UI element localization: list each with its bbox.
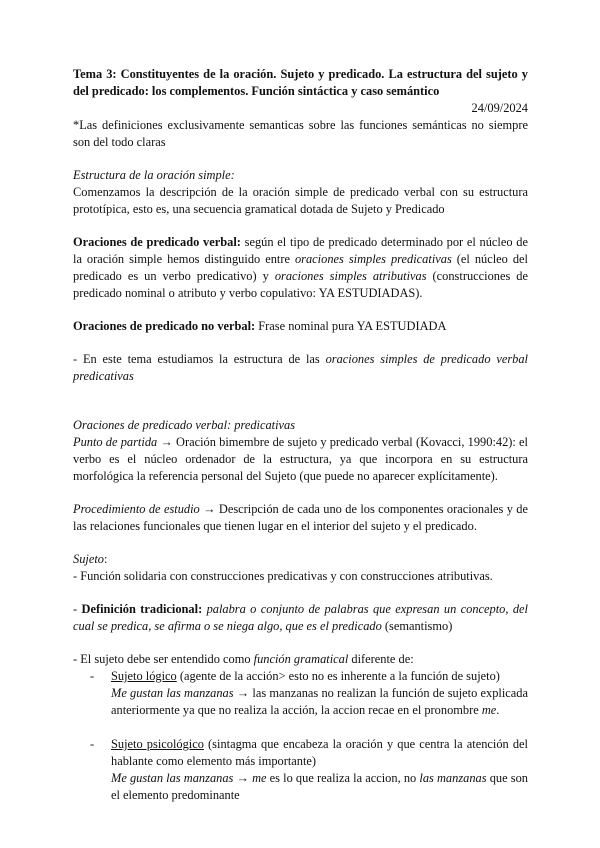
procedimiento-paragraph: Procedimiento de estudio → Descripción de cada uno de los componentes oracionales y de las relaciones funcionales que tienen lugar en el interior del sujeto y el predicado. xyxy=(73,502,528,533)
section-heading-structure: Estructura de la oración simple: xyxy=(73,168,235,182)
document-page xyxy=(73,66,528,804)
definicion-paragraph: - Definición tradicional: palabra o conjunto de palabras que expresan un concepto, del cual se predica, se afirma o se niega algo, que es el predicado (semantismo) xyxy=(73,602,528,633)
structure-paragraph: Comenzamos la descripción de la oración simple de predicado verbal con su estructura prototípica, esto es, una secuencia gramatical dotada de Sujeto y Predicado xyxy=(73,185,528,216)
list-item-sujeto-logico: - Sujeto lógico (agente de la acción> esto no es inherente a la función de sujeto) Me gustan las manzanas → las manzanas no realizan la función de sujeto explicada anteriormente ya que no realiza la acción, la accion recae en el pronombre me. xyxy=(73,668,528,719)
section-heading-predicativas: Oraciones de predicado verbal: predicativas xyxy=(73,418,296,432)
predicado-verbal-paragraph: Oraciones de predicado verbal: según el tipo de predicado determinado por el núcleo de la oración simple hemos distinguido entre oraciones simples predicativas (el núcleo del predicado es un verbo predicativo) y oraciones simples atributivas (construcciones de predicado nominal o atributo y verbo copulativo: YA ESTUDIADAS). xyxy=(73,235,528,300)
sujeto-heading: Sujeto: xyxy=(73,552,108,566)
list-item-sujeto-psicologico: - Sujeto psicológico (sintagma que encabeza la oración y que centra la atención del hablante como elemento más importante) Me gustan las manzanas → me es lo que realiza la accion, no las manzanas que son el elemento predominante xyxy=(73,736,528,804)
predicado-verbal-label: Oraciones de predicado verbal: xyxy=(73,235,241,249)
term-predicativas: oraciones simples predicativas xyxy=(294,252,452,266)
example-sentence: Me gustan las manzanas xyxy=(111,686,234,700)
funcion-gramatical-paragraph: - El sujeto debe ser entendido como función gramatical diferente de: xyxy=(73,652,414,666)
sujeto-line: - Función solidaria con construcciones predicativas y con construcciones atributivas. xyxy=(73,569,493,583)
predicado-no-verbal-paragraph: Oraciones de predicado no verbal: Frase nominal pura YA ESTUDIADA xyxy=(73,319,447,333)
term-oraciones-predicativas: oraciones simples de predicado verbal predicativas xyxy=(73,352,528,383)
document-date: 24/09/2024 xyxy=(471,101,528,115)
example-sentence: Me gustan las manzanas xyxy=(111,771,234,785)
document-title: Tema 3: Constituyentes de la oración. Sujeto y predicado. La estructura del sujeto y del predicado: los complementos. Función sintáctica y caso semántico xyxy=(73,67,528,98)
term-atributivas: oraciones simples atributivas xyxy=(274,269,427,283)
tema-paragraph: - En este tema estudiamos la estructura de las oraciones simples de predicado verbal predicativas xyxy=(73,352,528,383)
sujeto-types-list xyxy=(73,668,528,804)
sujeto-logico-label: Sujeto lógico xyxy=(111,669,177,683)
procedimiento-label: Procedimiento de estudio xyxy=(73,502,200,516)
predicado-no-verbal-label: Oraciones de predicado no verbal: xyxy=(73,319,256,333)
term-funcion-gramatical: función gramatical xyxy=(253,652,349,666)
punto-de-partida-paragraph: Punto de partida → Oración bimembre de sujeto y predicado verbal (Kovacci, 1990:42): el verbo es el núcleo ordenador de la estructura, ya que incorpora en su estructura morfológica la referencia personal del Sujeto (que puede no aparecer explícitamente). xyxy=(73,435,529,483)
punto-de-partida-label: Punto de partida xyxy=(73,435,158,449)
note-paragraph: *Las definiciones exclusivamente semanticas sobre las funciones semánticas no siempre son del todo claras xyxy=(73,118,528,149)
sujeto-psicologico-label: Sujeto psicológico xyxy=(111,737,204,751)
definicion-quote: palabra o conjunto de palabras que expresan un concepto, del cual se predica, se afirma o se niega algo, que es el predicado xyxy=(73,602,528,633)
definicion-label: Definición tradicional: xyxy=(81,602,203,616)
